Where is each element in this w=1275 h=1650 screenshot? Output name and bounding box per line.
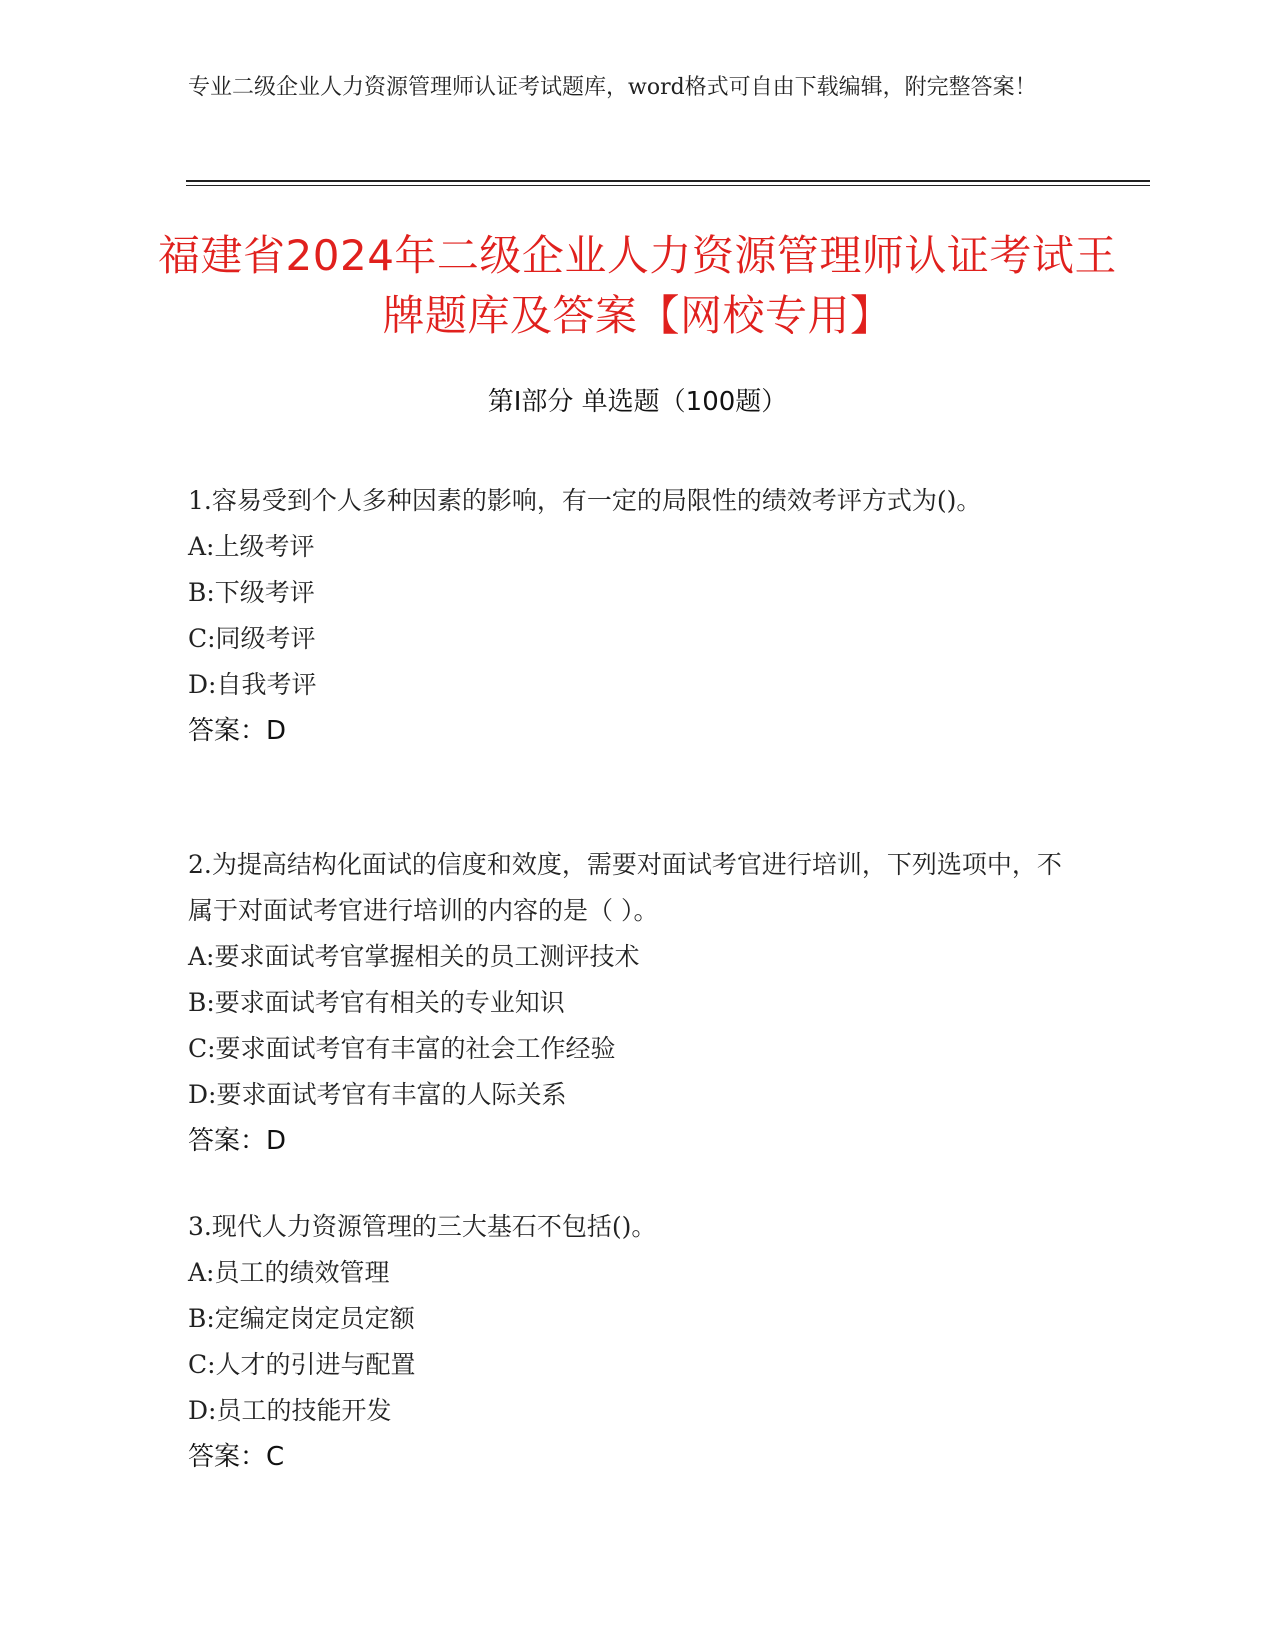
- header-rule-thin: [186, 185, 1150, 186]
- option-b: B:定编定岗定员定额: [188, 1304, 415, 1333]
- question-stem: 1.容易受到个人多种因素的影响，有一定的局限性的绩效考评方式为()。: [188, 486, 982, 515]
- option-c: C:同级考评: [188, 624, 316, 653]
- header-rule: [186, 180, 1150, 182]
- answer-line: 答案：C: [188, 1442, 285, 1472]
- option-d: D:员工的技能开发: [188, 1396, 392, 1425]
- option-d: D:要求面试考官有丰富的人际关系: [188, 1080, 567, 1109]
- answer-line: 答案：D: [188, 716, 287, 746]
- option-c: C:要求面试考官有丰富的社会工作经验: [188, 1034, 616, 1063]
- section-heading: 第I部分 单选题（100题）: [487, 387, 788, 417]
- question-stem: 2.为提高结构化面试的信度和效度，需要对面试考官进行培训，下列选项中，不属于对面试考官进行培训的内容的是（ ）。: [188, 850, 1062, 925]
- question-block: [188, 842, 1068, 1164]
- option-a: A:员工的绩效管理: [188, 1258, 390, 1287]
- header-note: 专业二级企业人力资源管理师认证考试题库，word格式可自由下载编辑，附完整答案！: [188, 75, 1037, 100]
- question-stem: 3.现代人力资源管理的三大基石不包括()。: [188, 1212, 657, 1241]
- option-a: A:上级考评: [188, 532, 315, 561]
- option-a: A:要求面试考官掌握相关的员工测评技术: [188, 942, 640, 971]
- question-block: [188, 478, 1068, 754]
- document-title: 福建省2024年二级企业人力资源管理师认证考试王牌题库及答案【网校专用】: [158, 231, 1117, 340]
- option-b: B:下级考评: [188, 578, 315, 607]
- option-b: B:要求面试考官有相关的专业知识: [188, 988, 565, 1017]
- option-d: D:自我考评: [188, 670, 317, 699]
- question-block: [188, 1204, 1068, 1480]
- answer-line: 答案：D: [188, 1126, 287, 1156]
- option-c: C:人才的引进与配置: [188, 1350, 416, 1379]
